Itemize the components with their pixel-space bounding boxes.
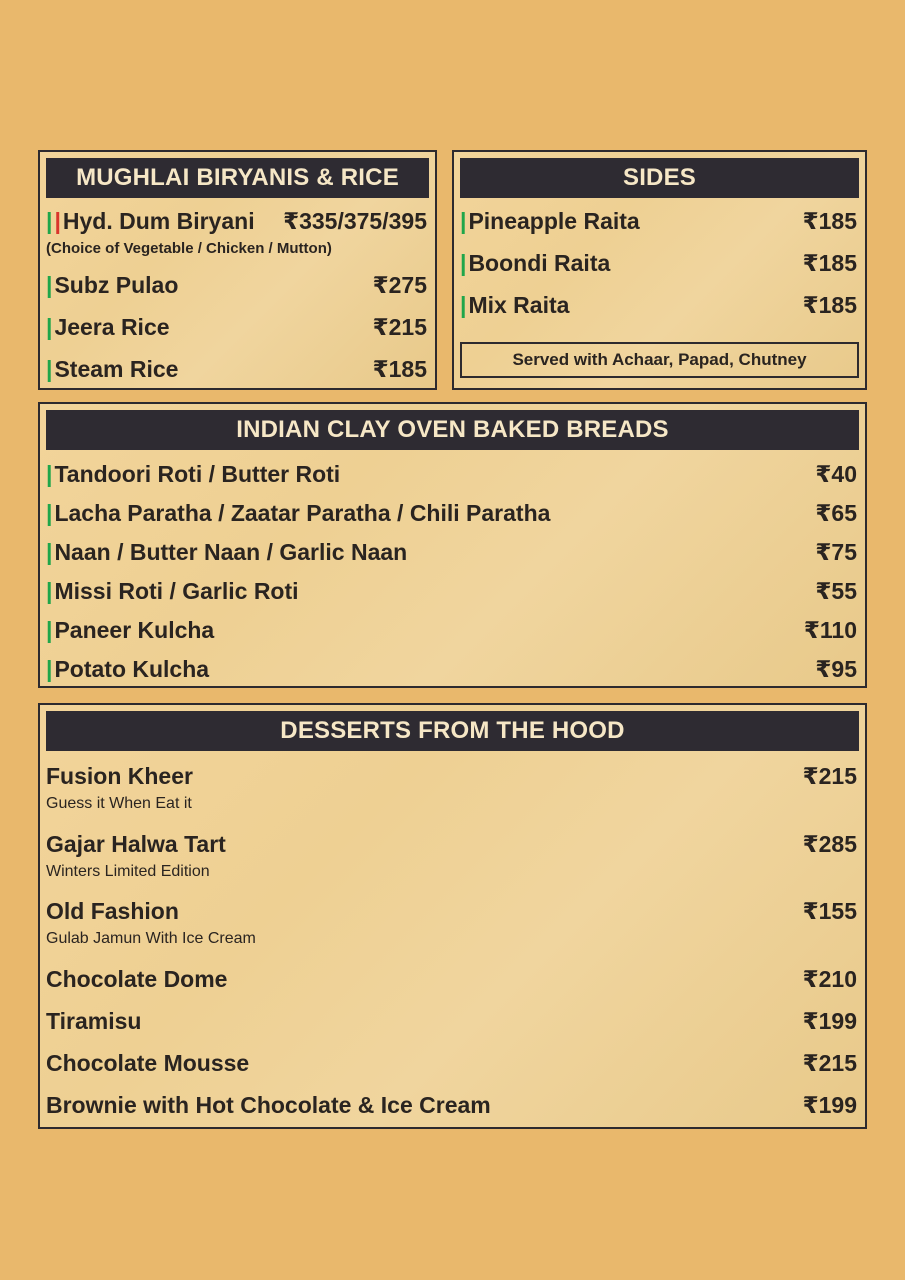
item-name: Tiramisu	[46, 1008, 142, 1034]
desserts-title: DESSERTS FROM THE HOOD	[46, 711, 859, 751]
item-name: |Subz Pulao	[46, 272, 179, 298]
item-name: |Mix Raita	[460, 292, 570, 318]
veg-marker-icon: |	[46, 617, 53, 643]
menu-item	[46, 1090, 857, 1120]
menu-item	[46, 1006, 857, 1036]
veg-marker-icon: |	[460, 292, 467, 318]
menu-item	[46, 206, 427, 236]
menu-item	[46, 537, 857, 567]
item-price: ₹55	[815, 578, 857, 604]
menu-item	[46, 459, 857, 489]
item-note: (Choice of Vegetable / Chicken / Mutton)	[46, 240, 332, 257]
menu-item	[46, 761, 857, 791]
item-price: ₹215	[802, 1050, 857, 1076]
biryanis-title: MUGHLAI BIRYANIS & RICE	[46, 158, 429, 198]
sides-panel	[452, 150, 867, 390]
menu-item	[46, 654, 857, 684]
item-price: ₹185	[802, 250, 857, 276]
item-price: ₹215	[802, 763, 857, 789]
item-price: ₹199	[802, 1092, 857, 1118]
item-name: |Lacha Paratha / Zaatar Paratha / Chili Paratha	[46, 500, 551, 526]
item-price: ₹215	[372, 314, 427, 340]
menu-item	[460, 206, 857, 236]
veg-marker-icon: |	[46, 356, 53, 382]
item-price: ₹155	[802, 898, 857, 924]
veg-marker-icon: |	[460, 250, 467, 276]
item-name: |Steam Rice	[46, 356, 179, 382]
item-name: Old Fashion	[46, 898, 179, 924]
item-name: |Naan / Butter Naan / Garlic Naan	[46, 539, 408, 565]
menu-item	[46, 576, 857, 606]
item-price: ₹285	[802, 831, 857, 857]
item-price: ₹95	[815, 656, 857, 682]
menu-item	[460, 290, 857, 320]
veg-marker-icon: |	[46, 500, 53, 526]
sides-title: SIDES	[460, 158, 859, 198]
desserts-panel	[38, 703, 867, 1129]
veg-marker-icon: |	[46, 208, 53, 234]
item-name: Fusion Kheer	[46, 763, 193, 789]
item-name: Chocolate Dome	[46, 966, 228, 992]
veg-marker-icon: |	[46, 578, 53, 604]
item-name: Gajar Halwa Tart	[46, 831, 226, 857]
menu-item	[460, 248, 857, 278]
item-description: Gulab Jamun With Ice Cream	[46, 930, 256, 947]
item-price: ₹199	[802, 1008, 857, 1034]
item-name: ||Hyd. Dum Biryani	[46, 208, 255, 234]
item-name: |Boondi Raita	[460, 250, 611, 276]
breads-panel	[38, 402, 867, 688]
item-description: Winters Limited Edition	[46, 863, 210, 880]
item-description: Guess it When Eat it	[46, 795, 192, 812]
menu-item	[46, 1048, 857, 1078]
item-price: ₹185	[802, 208, 857, 234]
nonveg-marker-icon: |	[54, 208, 61, 234]
item-name: Brownie with Hot Chocolate & Ice Cream	[46, 1092, 491, 1118]
item-price: ₹185	[372, 356, 427, 382]
menu-item	[46, 615, 857, 645]
menu-item	[46, 312, 427, 342]
breads-title: INDIAN CLAY OVEN BAKED BREADS	[46, 410, 859, 450]
item-name: |Pineapple Raita	[460, 208, 640, 234]
served-with-note: Served with Achaar, Papad, Chutney	[460, 342, 859, 378]
item-name: Chocolate Mousse	[46, 1050, 250, 1076]
veg-marker-icon: |	[46, 314, 53, 340]
item-price: ₹110	[803, 617, 857, 643]
item-name: |Paneer Kulcha	[46, 617, 215, 643]
veg-marker-icon: |	[46, 656, 53, 682]
menu-item	[46, 896, 857, 926]
veg-marker-icon: |	[46, 539, 53, 565]
veg-marker-icon: |	[46, 272, 53, 298]
menu-item	[46, 829, 857, 859]
item-name: |Jeera Rice	[46, 314, 170, 340]
menu-item	[46, 964, 857, 994]
item-price: ₹75	[815, 539, 857, 565]
menu-item	[46, 270, 427, 300]
item-name: |Missi Roti / Garlic Roti	[46, 578, 299, 604]
biryanis-panel	[38, 150, 437, 390]
item-name: |Tandoori Roti / Butter Roti	[46, 461, 341, 487]
item-price: ₹335/375/395	[283, 208, 427, 234]
veg-marker-icon: |	[460, 208, 467, 234]
item-price: ₹210	[802, 966, 857, 992]
veg-marker-icon: |	[46, 461, 53, 487]
item-name: |Potato Kulcha	[46, 656, 210, 682]
item-price: ₹185	[802, 292, 857, 318]
menu-item	[46, 498, 857, 528]
menu-item	[46, 354, 427, 384]
item-price: ₹65	[815, 500, 857, 526]
item-price: ₹40	[815, 461, 857, 487]
item-price: ₹275	[372, 272, 427, 298]
